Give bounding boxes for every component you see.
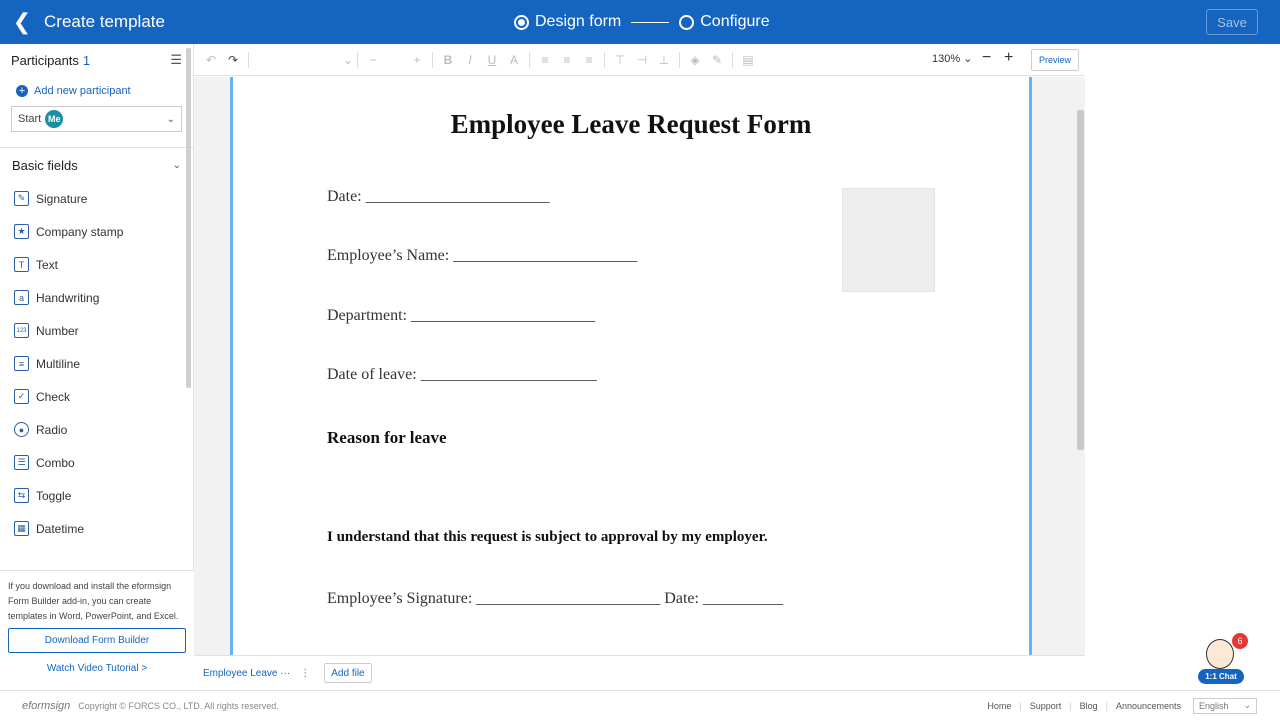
toolbar-separator [679,52,680,68]
field-label: Datetime [36,521,85,536]
bold-icon[interactable]: B [443,52,453,67]
add-participant-label: Add new participant [34,85,131,97]
step-label: Design form [535,13,622,30]
chat-badge: 6 [1232,633,1248,649]
basic-fields-label: Basic fields [12,157,78,173]
document-page[interactable] [230,77,1032,655]
handwriting-icon: a [14,290,29,305]
support-avatar-icon [1206,639,1234,669]
valign-middle-icon[interactable]: ⊣ [636,52,648,67]
field-radio[interactable] [0,413,193,446]
field-signature[interactable] [0,182,193,215]
radio-icon: ● [14,422,29,437]
form-builder-info: If you download and install the eformsign Form Builder add-in, you can create templates in Word, PowerPoint, and Excel. [8,581,179,621]
border-style-icon[interactable]: ▤ [742,52,754,67]
step-indicator [514,0,770,44]
field-datetime[interactable] [0,512,193,545]
chevron-down-icon: ⌄ [172,159,181,171]
editor-toolbar [194,44,1085,76]
back-icon[interactable]: ❮ [12,9,32,34]
field-label: Combo [36,455,75,470]
chevron-down-icon: ⌄ [1243,700,1251,710]
text-icon: T [14,257,29,272]
field-label: Company stamp [36,224,124,239]
decrease-font-icon[interactable]: − [369,52,377,67]
zoom-out-icon[interactable]: − [982,49,992,66]
separator: | [1105,700,1108,711]
chevron-down-icon: ⌄ [166,113,175,125]
field-label: Toggle [36,488,72,503]
sidebar-scrollbar[interactable] [186,48,191,388]
field-label: Check [36,389,71,404]
field-multiline[interactable] [0,347,193,380]
add-participant-link[interactable] [0,76,193,106]
page-footer [0,690,1280,720]
participants-header [0,44,193,76]
valign-bottom-icon[interactable]: ⊥ [658,52,670,67]
preview-button[interactable]: Preview [1031,49,1079,71]
footer-links [987,698,1280,714]
toolbar-separator [248,52,249,68]
reason-heading: Reason for leave [327,428,447,447]
department-line: Department: _______________________ [327,307,595,324]
top-bar [0,0,1280,44]
field-label: Signature [36,191,88,206]
toolbar-separator [529,52,530,68]
footer-link-blog[interactable]: Blog [1079,700,1098,711]
border-color-icon[interactable]: ✎ [711,52,723,67]
font-color-icon[interactable]: A [509,52,518,67]
canvas-scrollbar[interactable] [1077,110,1084,450]
field-company-stamp[interactable] [0,215,193,248]
align-center-icon[interactable]: ≡ [563,52,571,67]
select-value: Start [18,113,42,125]
zoom-select[interactable]: 130% ⌄ [932,53,973,65]
align-left-icon[interactable]: ≡ [541,52,549,67]
list-icon[interactable]: ☰ [170,52,182,67]
field-toggle[interactable] [0,479,193,512]
file-tab[interactable]: Employee Leave ··· [203,667,291,679]
date-line: Date: _______________________ [327,188,550,205]
datetime-icon: ▦ [14,521,29,536]
step-label: Configure [700,13,770,30]
employee-name-line: Employee’s Name: _______________________ [327,247,638,264]
basic-fields-header[interactable] [0,148,193,182]
file-bar [194,655,1085,690]
font-select-chevron-icon[interactable]: ⌄ [342,52,353,67]
copyright: Copyright © FORCS CO., LTD. All rights reserved. [78,700,279,711]
editor-canvas[interactable] [194,77,1085,655]
fill-color-icon[interactable]: ◈ [690,52,700,67]
footer-link-home[interactable]: Home [987,700,1012,711]
toolbar-separator [604,52,605,68]
document-title: Employee Leave Request Form [450,109,812,139]
field-label: Handwriting [36,290,100,305]
valign-top-icon[interactable]: ⊤ [614,52,626,67]
photo-placeholder[interactable] [842,188,935,292]
chat-label: 1:1 Chat [1198,669,1244,684]
field-label: Multiline [36,356,81,371]
left-sidebar [0,44,194,690]
combo-icon: ☰ [14,455,29,470]
check-icon: ✓ [14,389,29,404]
save-button[interactable]: Save [1206,9,1258,35]
italic-icon[interactable]: I [468,52,472,67]
field-label: Radio [36,422,68,437]
separator: | [1069,700,1072,711]
field-text[interactable] [0,248,193,281]
step-design-form[interactable] [514,13,621,31]
sidebar-footer [0,570,194,690]
toggle-icon: ⇆ [14,488,29,503]
multiline-icon: ≡ [14,356,29,371]
page-title: Create template [44,12,165,31]
radio-selected-icon [514,15,529,30]
zoom-value: 130% [932,53,961,65]
redo-icon[interactable]: ↷ [227,52,239,67]
separator: | [1019,700,1022,711]
stamp-icon: ★ [14,224,29,239]
underline-icon[interactable]: U [487,52,497,67]
signature-icon: ✎ [14,191,29,206]
field-combo[interactable] [0,446,193,479]
language-select[interactable] [1193,698,1257,714]
increase-font-icon[interactable]: + [413,52,421,67]
language-value: English [1199,700,1229,711]
acknowledgement-text: I understand that this request is subject to approval by my employer. [327,529,768,545]
step-connector [631,22,669,23]
toolbar-separator [732,52,733,68]
participant-select[interactable] [11,106,182,132]
number-icon: 123 [14,323,29,338]
more-vertical-icon[interactable]: ⋮ [300,667,311,679]
step-configure[interactable] [679,13,769,31]
participants-count: 1 [82,52,91,68]
eformsign-logo: eformsign [22,699,71,712]
align-right-icon[interactable]: ≡ [585,52,593,67]
field-label: Number [36,323,79,338]
field-number[interactable] [0,314,193,347]
field-handwriting[interactable] [0,281,193,314]
plus-circle-icon: + [16,85,28,97]
footer-link-announcements[interactable]: Announcements [1115,700,1181,711]
toolbar-separator [432,52,433,68]
me-badge: Me [45,110,63,128]
watch-tutorial-link[interactable]: Watch Video Tutorial > [46,663,148,674]
participants-label: Participants [11,52,79,68]
field-check[interactable] [0,380,193,413]
add-file-button[interactable]: Add file [324,663,371,683]
date-of-leave-line: Date of leave: ______________________ [327,366,597,383]
undo-icon[interactable]: ↶ [205,52,217,67]
toolbar-separator [357,52,358,68]
zoom-in-icon[interactable]: + [1004,49,1014,66]
chat-widget[interactable] [1196,633,1246,685]
footer-link-support[interactable]: Support [1029,700,1062,711]
radio-unselected-icon [679,15,694,30]
signature-line: Employee’s Signature: _______________________ Date: __________ [327,590,783,607]
download-form-builder-button[interactable]: Download Form Builder [8,628,186,653]
field-label: Text [36,257,59,272]
